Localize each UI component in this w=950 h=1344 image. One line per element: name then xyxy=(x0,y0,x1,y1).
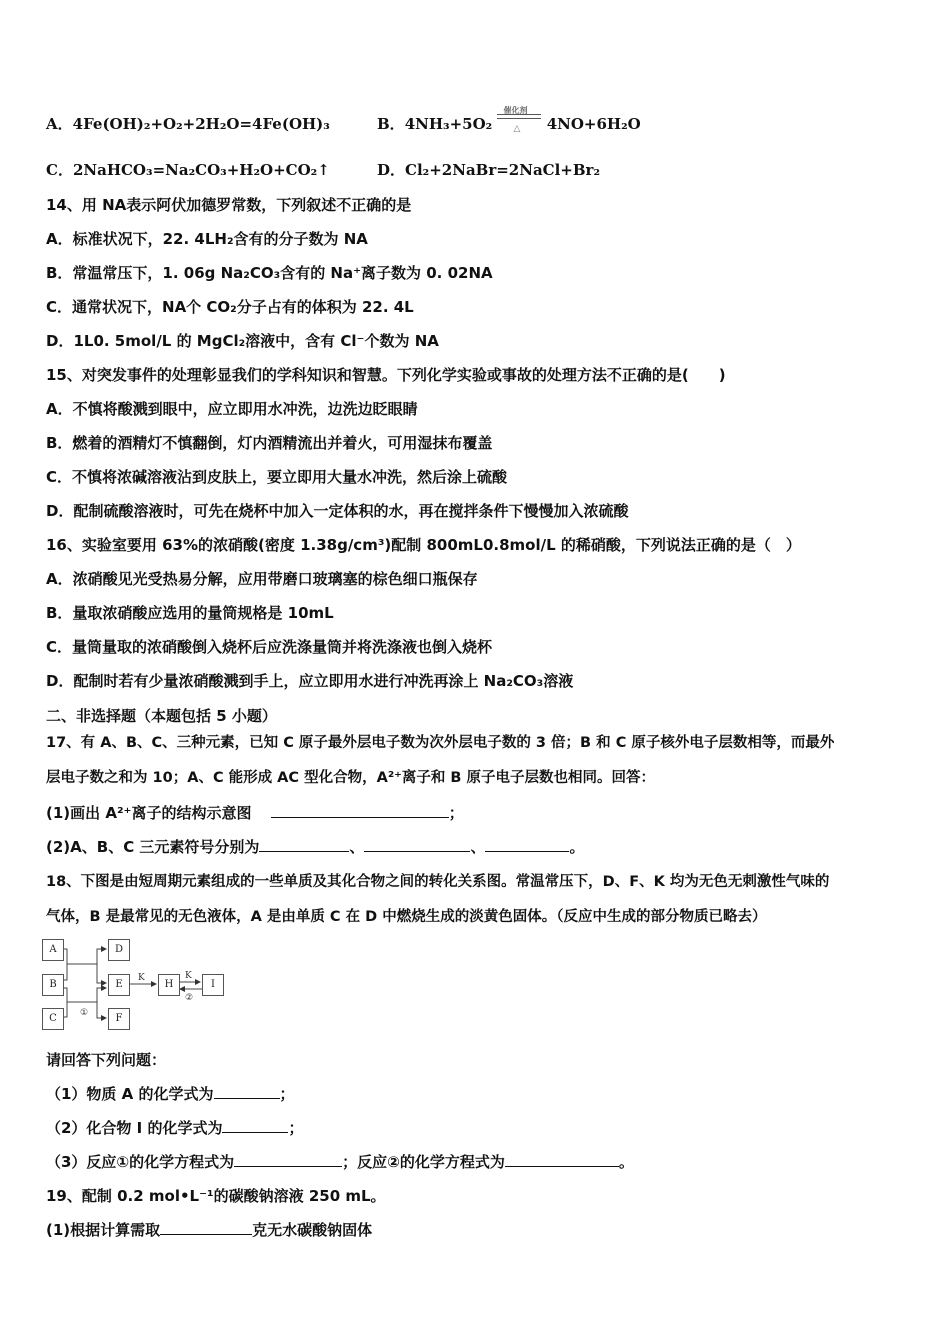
q18-sub3 xyxy=(46,1152,634,1172)
separator: 、 xyxy=(470,838,486,856)
prompt-text: (2)A、B、C 三元素符号分别为 xyxy=(46,838,260,856)
option-text: 2NaHCO₃=Na₂CO₃+H₂O+CO₂↑ xyxy=(72,161,330,179)
q19-sub1 xyxy=(46,1220,372,1240)
option-label: D． xyxy=(377,161,406,179)
node-f: F xyxy=(108,1008,130,1030)
svg-text:①: ① xyxy=(80,1008,89,1018)
answer-blank-reaction2[interactable] xyxy=(505,1152,619,1167)
answer-blank-c[interactable] xyxy=(485,837,569,852)
prompt-text: 克无水碳酸钠固体 xyxy=(252,1221,373,1239)
answer-blank-reaction1[interactable] xyxy=(234,1152,342,1167)
svg-text:K: K xyxy=(138,973,145,983)
q18-sub1 xyxy=(46,1084,295,1104)
q14-option-a: A．标准状况下，22. 4LH₂含有的分子数为 NA xyxy=(46,230,368,248)
q15-stem: 15、对突发事件的处理彰显我们的学科知识和智慧。下列化学实验或事故的处理方法不正确的是( ) xyxy=(46,366,726,384)
answer-blank-a[interactable] xyxy=(259,837,349,852)
punctuation: 。 xyxy=(618,1153,634,1171)
prompt-text: （2）化合物 I 的化学式为 xyxy=(46,1119,223,1137)
q17-stem-line2: 层电子数之和为 10；A、C 能形成 AC 型化合物，A²⁺离子和 B 原子电子层数也相同。回答： xyxy=(46,770,655,786)
reaction-condition xyxy=(497,106,541,135)
prompt-text: （1）物质 A 的化学式为 xyxy=(46,1085,214,1103)
prompt-text: (1)根据计算需取 xyxy=(46,1221,161,1239)
equation-right: 4NO+6H₂O xyxy=(546,115,641,133)
punctuation: ； xyxy=(279,1085,295,1103)
q19-stem: 19、配制 0.2 mol•L⁻¹的碳酸钠溶液 250 mL。 xyxy=(46,1187,386,1205)
q18-sub2 xyxy=(46,1118,303,1138)
conversion-diagram xyxy=(40,938,225,1034)
svg-text:K: K xyxy=(185,971,192,981)
q13-option-a xyxy=(46,114,330,134)
q16-stem: 16、实验室要用 63%的浓硝酸(密度 1.38g/cm³)配制 800mL0.8mol/L 的稀硝酸，下列说法正确的是（ ） xyxy=(46,536,801,554)
node-c: C xyxy=(42,1008,64,1030)
q16-option-a: A．浓硝酸见光受热易分解，应用带磨口玻璃塞的棕色细口瓶保存 xyxy=(46,570,478,588)
punctuation: 。 xyxy=(569,838,585,856)
prompt-text: ；反应②的化学方程式为 xyxy=(342,1153,505,1171)
catalyst-label: 催化剂 xyxy=(503,106,528,115)
q17-stem-line1: 17、有 A、B、C、三种元素，已知 C 原子最外层电子数为次外层电子数的 3 倍；B 和 C 原子核外电子层数相等，而最外 xyxy=(46,735,835,751)
separator: 、 xyxy=(349,838,365,856)
q15-option-b: B．燃着的酒精灯不慎翻倒，灯内酒精流出并着火，可用湿抹布覆盖 xyxy=(46,434,493,452)
node-a: A xyxy=(42,939,64,961)
q16-option-d: D．配制时若有少量浓硝酸溅到手上，应立即用水进行冲洗再涂上 Na₂CO₃溶液 xyxy=(46,672,574,690)
q18-stem-line1: 18、下图是由短周期元素组成的一些单质及其化合物之间的转化关系图。常温常压下，D、F、K 均为无色无刺激性气味的 xyxy=(46,874,830,890)
answer-blank[interactable] xyxy=(160,1220,252,1235)
answer-blank[interactable] xyxy=(214,1084,280,1099)
punctuation: ； xyxy=(448,804,464,822)
q14-option-c: C．通常状况下，NA个 CO₂分子占有的体积为 22. 4L xyxy=(46,298,414,316)
q17-sub2 xyxy=(46,837,584,857)
q13-option-c xyxy=(46,160,330,180)
q17-sub1 xyxy=(46,803,464,823)
equals-bar xyxy=(497,114,541,115)
punctuation: ； xyxy=(288,1119,304,1137)
q13-option-d xyxy=(377,160,600,180)
node-h: H xyxy=(158,974,180,996)
q15-option-d: D．配制硫酸溶液时，可先在烧杯中加入一定体积的水，再在搅拌条件下慢慢加入浓硫酸 xyxy=(46,502,629,520)
diagram-connectors xyxy=(40,938,225,1034)
node-i: I xyxy=(202,974,224,996)
option-label: C． xyxy=(46,161,73,179)
answer-blank[interactable] xyxy=(222,1118,288,1133)
q18-prompt: 请回答下列问题： xyxy=(46,1051,167,1069)
option-label: A． xyxy=(46,115,73,133)
equation-left: 4NH₃+5O₂ xyxy=(404,115,493,133)
heat-icon: △ xyxy=(513,124,521,134)
svg-text:②: ② xyxy=(185,993,194,1003)
q13-option-b xyxy=(377,106,641,135)
prompt-text: (1)画出 A²⁺离子的结构示意图 xyxy=(46,804,252,822)
node-d: D xyxy=(108,939,130,961)
prompt-text: （3）反应①的化学方程式为 xyxy=(46,1153,235,1171)
section-title: 二、非选择题（本题包括 5 小题） xyxy=(46,707,277,725)
q16-option-b: B．量取浓硝酸应选用的量筒规格是 10mL xyxy=(46,604,334,622)
node-e: E xyxy=(108,974,130,996)
answer-blank[interactable] xyxy=(271,803,449,818)
q15-option-a: A．不慎将酸溅到眼中，应立即用水冲洗，边洗边眨眼睛 xyxy=(46,400,418,418)
q14-option-b: B．常温常压下，1. 06g Na₂CO₃含有的 Na⁺离子数为 0. 02NA xyxy=(46,264,493,282)
q14-option-d: D．1L0. 5mol/L 的 MgCl₂溶液中，含有 Cl⁻个数为 NA xyxy=(46,332,439,350)
option-label: B． xyxy=(377,115,405,133)
option-text: 4Fe(OH)₂+O₂+2H₂O=4Fe(OH)₃ xyxy=(72,115,330,133)
node-b: B xyxy=(42,974,64,996)
q14-stem: 14、用 NA表示阿伏加德罗常数，下列叙述不正确的是 xyxy=(46,196,412,214)
answer-blank-b[interactable] xyxy=(364,837,470,852)
option-text: Cl₂+2NaBr=2NaCl+Br₂ xyxy=(405,161,601,179)
q18-stem-line2: 气体，B 是最常见的无色液体，A 是由单质 C 在 D 中燃烧生成的淡黄色固体。（反应中生成的部分物质已略去） xyxy=(46,909,767,925)
q15-option-c: C．不慎将浓碱溶液沾到皮肤上，要立即用大量水冲洗，然后涂上硫酸 xyxy=(46,468,508,486)
q16-option-c: C．量筒量取的浓硝酸倒入烧杯后应洗涤量筒并将洗涤液也倒入烧杯 xyxy=(46,638,493,656)
